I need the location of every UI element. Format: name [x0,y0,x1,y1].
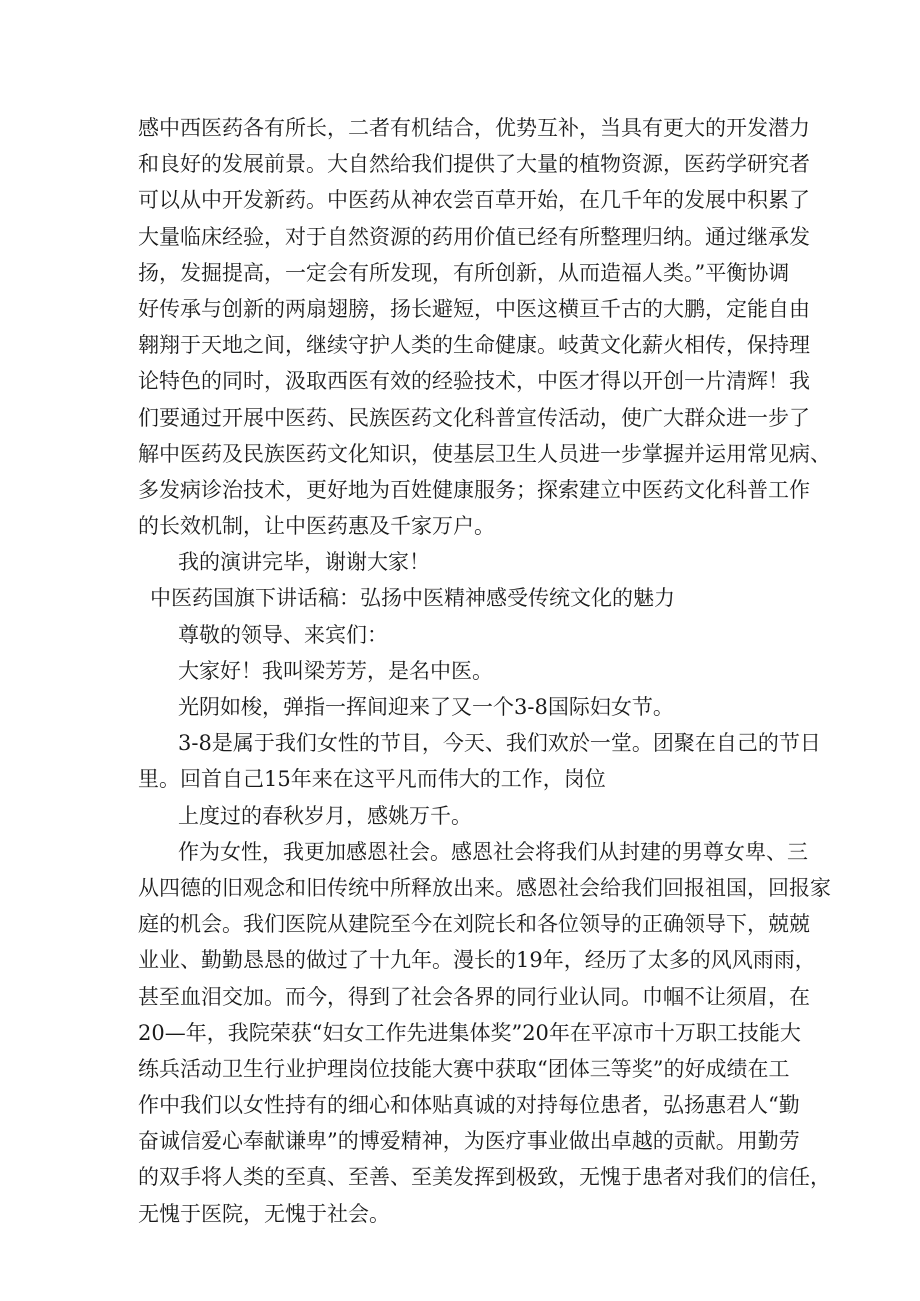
body-line: 的双手将人类的至真、至善、至美发挥到极致，无愧于患者对我们的信任， [138,1165,831,1190]
body-line: 庭的机会。我们医院从建院至今在刘院长和各位领导的正确领导下，兢兢 [138,912,810,937]
body-line: 扬，发掘提高，一定会有所发现，有所创新，从而造福人类。”平衡协调 [138,260,790,285]
body-line: 解中医药及民族医药文化知识，使基层卫生人员进一步掌握并运用常见病、 [138,441,831,466]
body-line: 甚至血泪交加。而今，得到了社会各界的同行业认同。巾帼不让须眉，在 [138,984,810,1009]
body-line: 上度过的春秋岁月，感姚万千。 [178,803,472,828]
body-line: 的长效机制，让中医药惠及千家万户。 [138,514,495,539]
closing-line: 我的演讲完毕，谢谢大家！ [178,550,430,575]
body-line: 翱翔于天地之间，继续守护人类的生命健康。岐黄文化薪火相传，保持理 [138,333,810,358]
body-line: 作中我们以女性持有的细心和体贴真诚的对持每位患者，弘扬惠君人“勤 [138,1093,800,1118]
speech-title: 中医药国旗下讲话稿：弘扬中医精神感受传统文化的魅力 [150,586,675,611]
greeting-line: 大家好！我叫梁芳芳，是名中医。 [178,658,493,683]
body-line: 从四德的旧观念和旧传统中所释放出来。感恩社会给我们回报祖国，回报家 [138,875,831,900]
body-line: 里。回首自己15年来在这平凡而伟大的工作，岗位 [138,767,606,792]
salutation-line: 尊敬的领导、来宾们： [178,622,388,647]
body-line: 20—年，我院荣获“妇女工作先进集体奖”20年在平凉市十万职工技能大 [138,1020,801,1045]
body-line: 作为女性，我更加感恩社会。感恩社会将我们从封建的男尊女卑、三 [178,839,808,864]
body-line: 业业、勤勤恳恳的做过了十九年。漫长的19年，经历了太多的风风雨雨， [138,948,816,973]
body-line: 奋诚信爱心奉献谦卑”的博爱精神，为医疗事业做出卓越的贡献。用勤劳 [138,1129,800,1154]
body-line: 光阴如梭，弹指一挥间迎来了又一个3-8国际妇女节。 [178,695,674,719]
body-line: 和良好的发展前景。大自然给我们提供了大量的植物资源，医药学研究者 [138,152,810,177]
body-line: 们要通过开展中医药、民族医药文化科普宣传活动，使广大群众进一步了 [138,405,810,430]
document-body [138,110,831,1232]
body-line: 论特色的同时，汲取西医有效的经验技术，中医才得以开创一片清辉！我 [138,369,810,394]
body-line: 练兵活动卫生行业护理岗位技能大赛中获取“团体三等奖”的好成绩在工 [138,1056,790,1081]
body-line: 好传承与创新的两扇翅膀，扬长避短，中医这横亘千古的大鹏，定能自由 [138,296,810,321]
body-line: 大量临床经验，对于自然资源的药用价值已经有所整理归纳。通过继承发 [138,224,810,249]
body-line: 感中西医药各有所长，二者有机结合，优势互补，当具有更大的开发潜力 [138,116,810,140]
body-line: 3-8是属于我们女性的节目，今天、我们欢於一堂。团聚在自己的节日 [178,731,821,756]
body-line: 可以从中开发新药。中医药从神农尝百草开始，在几千年的发展中积累了 [138,188,810,213]
body-line: 无愧于医院，无愧于社会。 [138,1201,390,1226]
body-line: 多发病诊治技术，更好地为百姓健康服务；探索建立中医药文化科普工作 [138,477,810,502]
